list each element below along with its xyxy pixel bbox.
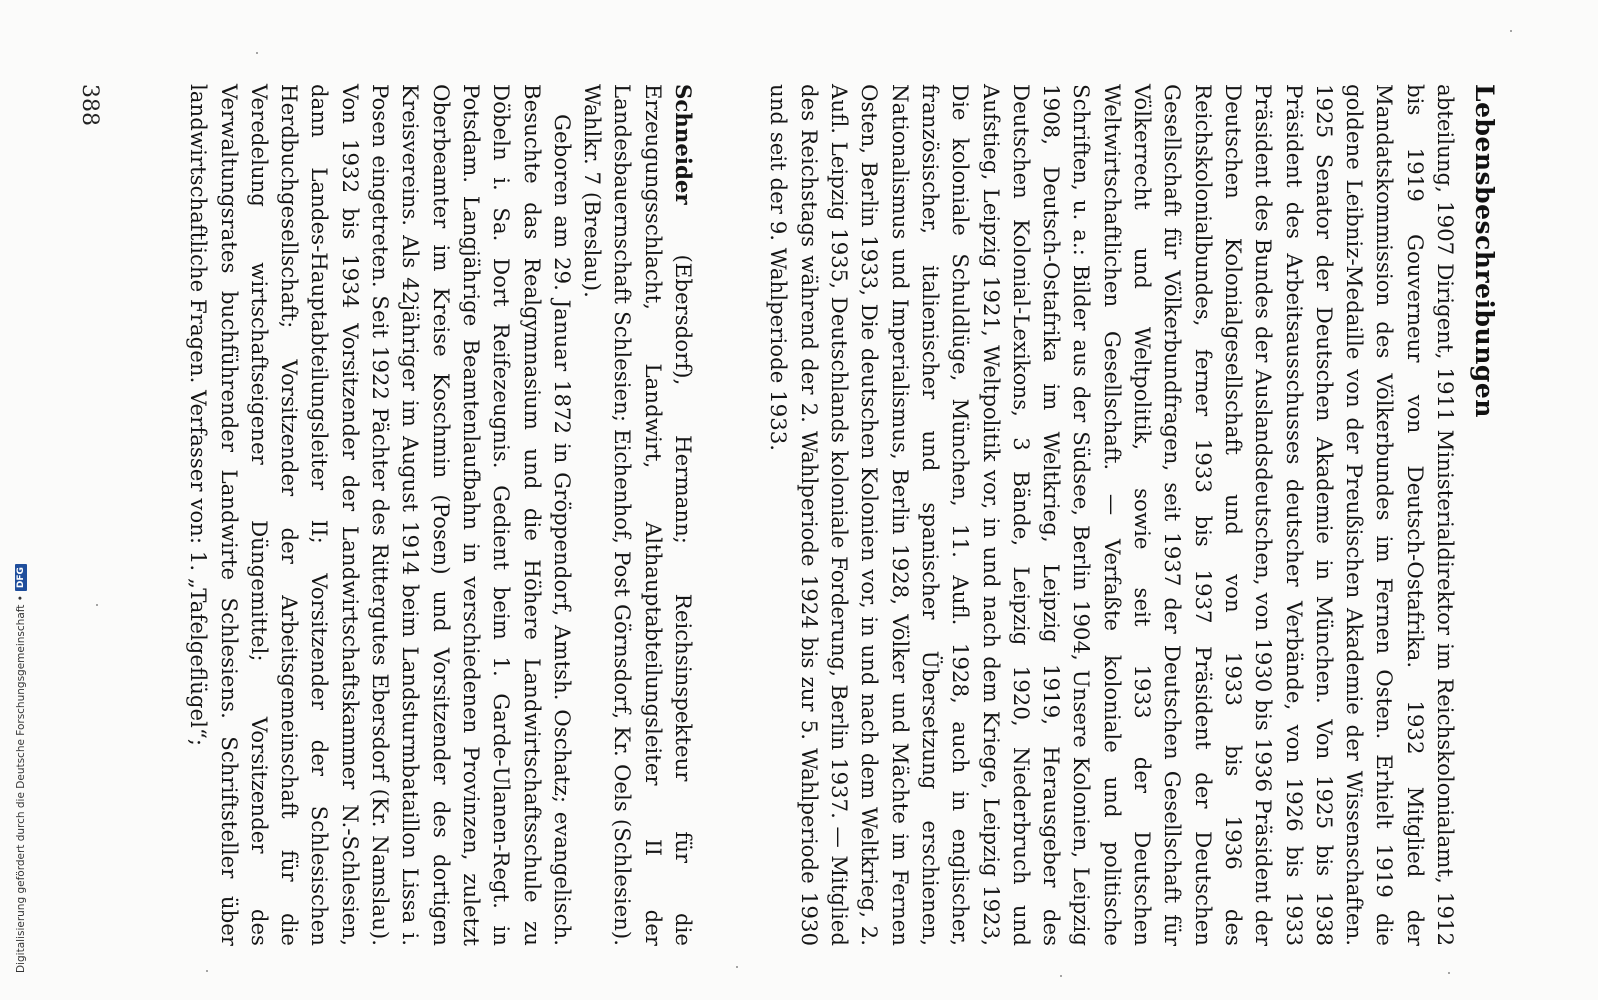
page-number: 388 [77, 84, 102, 126]
entry-biography: Geboren am 29. Januar 1872 in Gröppendorf, Amtsh. Oschatz; evangelisch. Besuchte das Realgymnasium und die Höhere Landwirtschaftsschule zu Döbeln i. Sa. Dort Reifezeugnis. Gedient beim 1. Garde-Ulanen-Regt. in Potsdam. Langjährige Beamtenlaufbahn in verschiedenen Provinzen, zuletzt Oberbeamter im Kreise Koschmin (Posen) und Vorsitzender des dortigen Kreisvereins. Als 42jähriger im August 1914 beim Landsturmbataillon Lissa i. Posen eingetreten. Seit 1922 Pächter des Rittergutes Ebersdorf (Kr. Namslau). Von 1932 bis 1934 Vorsitzender der Landwirtschaftskammer N.-Schlesien, dann Landes-Hauptabteilungsleiter II; Vorsitzender der Schlesischen Herdbuchgesellschaft; Vorsitzender der Arbeitsgemeinschaft für die Veredelung wirtschaftseigener Düngemittel; Vorsitzender des Verwaltungsrates buchführender Landwirte Schlesiens. Schriftsteller über landwirtschaftliche Fragen. Verfasser von: 1. „Tafelgeflügel“; [185, 84, 574, 946]
scan-speck [206, 970, 208, 972]
digitization-credit-strip [0, 0, 27, 1000]
credit-text: Digitalisierung gefördert durch die Deutsche Forschungsgemeinschaft • [15, 595, 27, 973]
digitization-credit [15, 564, 27, 973]
continued-biography-text: abteilung, 1907 Dirigent, 1911 Ministerialdirektor im Reichskolonialamt, 1912 bis 1919 Gouverneur von Deutsch-Ostafrika. 1932 Mitglied der Mandatskommission des Völkerbundes im Fernen Osten. Erhielt 1919 die goldene Leibniz-Medaille von der Preußischen Akademie der Wissenschaften. 1925 Senator der Deutschen Akademie in München. Von 1925 bis 1938 Präsident des Arbeitsausschusses deutscher Verbände, von 1926 bis 1933 Präsident des Bundes der Auslandsdeutschen, von 1930 bis 1936 Präsident der Deutschen Kolonialgesellschaft und von 1933 bis 1936 des Reichskolonialbundes, ferner 1933 bis 1937 Präsident der Deutschen Gesellschaft für Völkerbundfragen, seit 1937 der Deutschen Gesellschaft für Völkerrecht und Weltpolitik, sowie seit 1933 der Deutschen Weltwirtschaftlichen Gesellschaft. — Verfaßte koloniale und politische Schriften, u. a.: Bilder aus der Südsee, Berlin 1904, Unsere Kolonien, Leipzig 1908, Deutsch-Ostafrika im Weltkrieg, Leipzig 1919, Herausgeber des Deutschen Kolonial-Lexikons, 3 Bände, Leipzig 1920, Niederbruch und Aufstieg, Leipzig 1921, Weltpolitik vor, in und nach dem Kriege, Leipzig 1923, Die koloniale Schuldlüge, München, 11. Aufl. 1928, auch in englischer, französischer, italienischer und spanischer Übersetzung erschienen, Nationalismus und Imperialismus, Berlin 1928, Völker und Mächte im Fernen Osten, Berlin 1933, Die deutschen Kolonien vor, in und nach dem Weltkrieg, 2. Aufl. Leipzig 1935, Deutschlands koloniale Forderung, Berlin 1937. — Mitglied des Reichstags während der 2. Wahlperiode 1924 bis zur 5. Wahlperiode 1930 und seit der 9. Wahlperiode 1933. [765, 84, 1457, 946]
scan-speck [1510, 30, 1512, 32]
scan-speck [1060, 975, 1062, 977]
entry-heading-details: (Ebersdorf), Hermann; Reichsinspekteur für die Erzeugungsschlacht, Landwirt, Althauptabteilungsleiter II der Landesbauernschaft Schlesien; Eichenhof, Post Görnsdorf, Kr. Oels (Schlesien). Wahlkr. 7 (Breslau). [579, 84, 695, 946]
running-head: Lebensbeschreibungen [1470, 84, 1499, 418]
entry-heading [576, 84, 697, 946]
entry-name: Schneider [670, 84, 695, 205]
biography-entry-schneider [185, 84, 697, 946]
scan-speck [256, 52, 258, 54]
scan-speck [1448, 972, 1450, 974]
dfg-logo-icon: DFG [15, 564, 27, 591]
rotated-text-page [1, 0, 1599, 1000]
scan-speck [96, 604, 98, 606]
scan-speck [736, 966, 738, 968]
